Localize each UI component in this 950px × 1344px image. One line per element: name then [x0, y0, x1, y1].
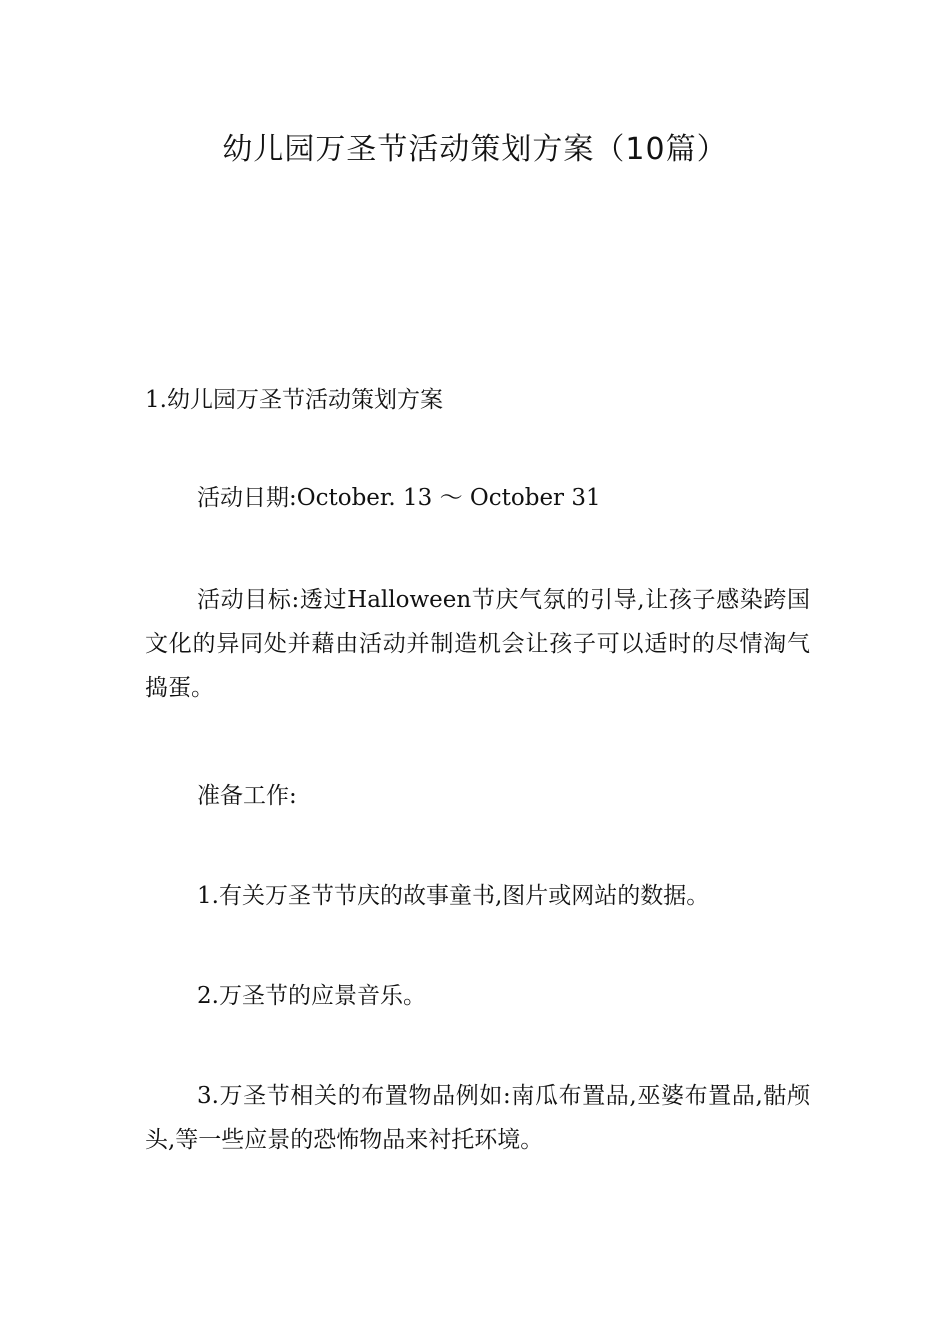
activity-date: 活动日期:October. 13 ～ October 31: [197, 485, 601, 511]
preparation-heading: 准备工作:: [197, 783, 297, 809]
document-title: 幼儿园万圣节活动策划方案（10篇）: [222, 132, 728, 167]
activity-goal: 活动目标:透过Halloween节庆气氛的引导,让孩子感染跨国文化的异同处并藉由活动并制造机会让孩子可以适时的尽情淘气捣蛋。: [145, 587, 810, 701]
preparation-item: 3.万圣节相关的布置物品例如:南瓜布置品,巫婆布置品,骷颅头,等一些应景的恐怖物品来衬托环境。: [145, 1083, 810, 1153]
section-heading: 1.幼儿园万圣节活动策划方案: [145, 387, 443, 413]
preparation-item: 1.有关万圣节节庆的故事童书,图片或网站的数据。: [197, 883, 710, 909]
preparation-item: 2.万圣节的应景音乐。: [197, 983, 426, 1009]
